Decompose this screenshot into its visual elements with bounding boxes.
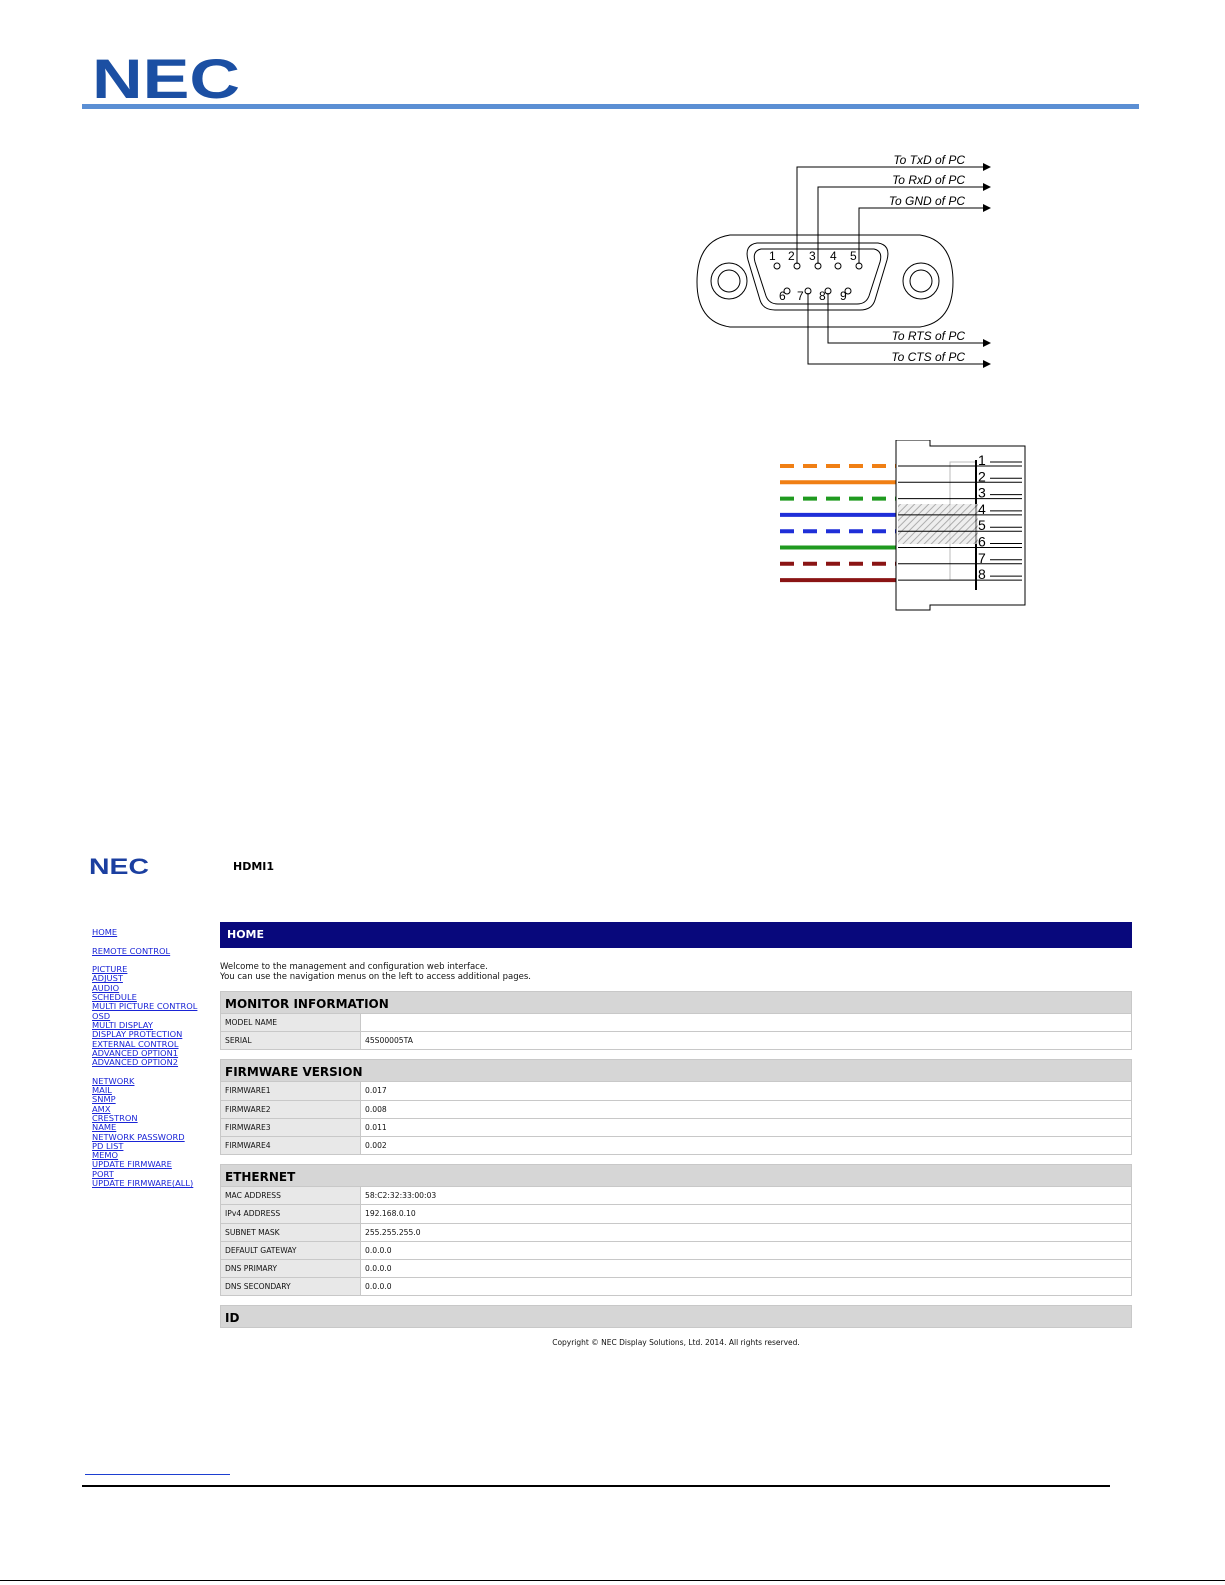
nav-link[interactable]: UPDATE FIRMWARE(ALL): [92, 1178, 194, 1189]
nav-link[interactable]: PICTURE: [92, 964, 128, 975]
info-sections: [220, 991, 1132, 1328]
nav-link[interactable]: CRESTRON: [92, 1112, 138, 1123]
pin-6-label: 6: [779, 289, 786, 303]
signal-gnd-label: To GND of PC: [888, 194, 965, 208]
ui-logo-text: NEC: [89, 856, 150, 876]
info-row: [221, 1100, 1131, 1118]
nav-link[interactable]: HOME: [92, 927, 118, 937]
nav-link[interactable]: ADVANCED OPTION1: [92, 1047, 179, 1058]
nav-link[interactable]: PORT: [92, 1168, 114, 1179]
page-bottom-rule: [0, 1580, 1225, 1581]
pin-4-label: 4: [830, 249, 837, 263]
info-row-label: IPv4 ADDRESS: [221, 1205, 361, 1222]
signal-cts-label: To CTS of PC: [891, 350, 965, 364]
nav-link[interactable]: ADJUST: [92, 973, 123, 984]
nav-link[interactable]: AMX: [92, 1103, 111, 1114]
rj45-pin-label-6: 6: [978, 533, 986, 550]
info-row: [221, 1081, 1131, 1099]
db9-pinout-diagram: [695, 150, 1015, 380]
wire-group: [780, 466, 896, 580]
web-ui-content: [220, 922, 1132, 1347]
nav-link[interactable]: MAIL: [92, 1085, 112, 1096]
pin-7-label: 7: [797, 289, 804, 303]
nav-link[interactable]: SCHEDULE: [92, 992, 137, 1003]
nec-logo: [92, 55, 242, 101]
section-title: MONITOR INFORMATION: [221, 992, 1131, 1013]
info-row-value: 0.0.0.0: [361, 1278, 1131, 1295]
info-row-value: 0.0.0.0: [361, 1242, 1131, 1259]
nav-link[interactable]: MULTI DISPLAY: [92, 1019, 153, 1030]
nav-link[interactable]: NETWORK PASSWORD: [92, 1131, 185, 1142]
footer-link-underline[interactable]: [85, 1474, 230, 1475]
rj45-pin-label-2: 2: [978, 468, 986, 485]
nav-link[interactable]: NETWORK: [92, 1075, 135, 1086]
ui-nec-logo: [89, 856, 151, 876]
info-section: [220, 1164, 1132, 1296]
home-title-bar: HOME: [220, 922, 1132, 948]
rj45-pin-label-4: 4: [978, 500, 986, 517]
nav-link[interactable]: NAME: [92, 1122, 117, 1133]
current-input-label: HDMI1: [233, 860, 275, 873]
pin-2-label: 2: [788, 249, 795, 263]
info-row-label: SERIAL: [221, 1032, 361, 1049]
info-row-label: DNS PRIMARY: [221, 1260, 361, 1277]
signal-rts-label: To RTS of PC: [891, 329, 965, 343]
signal-txd-label: To TxD of PC: [893, 153, 965, 167]
nav-link[interactable]: DISPLAY PROTECTION: [92, 1029, 183, 1040]
nav-link[interactable]: MULTI PICTURE CONTROL: [92, 1001, 198, 1012]
info-row-value: 0.0.0.0: [361, 1260, 1131, 1277]
info-row-label: DEFAULT GATEWAY: [221, 1242, 361, 1259]
info-row-label: FIRMWARE3: [221, 1119, 361, 1136]
section-title: ETHERNET: [221, 1165, 1131, 1186]
nav-link[interactable]: PD LIST: [92, 1140, 124, 1151]
nav-link[interactable]: EXTERNAL CONTROL: [92, 1038, 179, 1049]
info-section: [220, 1059, 1132, 1155]
info-row-label: DNS SECONDARY: [221, 1278, 361, 1295]
rj45-pin-label-8: 8: [978, 566, 986, 583]
rj45-pin-label-5: 5: [978, 517, 986, 534]
info-row-value: 0.008: [361, 1101, 1131, 1118]
info-section: [220, 1305, 1132, 1328]
info-row: [221, 1241, 1131, 1259]
info-row-value: 0.002: [361, 1137, 1131, 1154]
info-row-value: 255.255.255.0: [361, 1224, 1131, 1241]
rj45-wiring-diagram: [780, 440, 1040, 618]
info-row-value: 0.017: [361, 1082, 1131, 1099]
section-title: FIRMWARE VERSION: [221, 1060, 1131, 1081]
info-row-label: MODEL NAME: [221, 1014, 361, 1031]
info-row-label: FIRMWARE4: [221, 1137, 361, 1154]
info-row-value: 192.168.0.10: [361, 1205, 1131, 1222]
pin-3-label: 3: [809, 249, 816, 263]
nav-link[interactable]: ADVANCED OPTION2: [92, 1057, 179, 1068]
info-row: [221, 1118, 1131, 1136]
info-row-label: FIRMWARE2: [221, 1101, 361, 1118]
web-ui-nav: [92, 928, 212, 1188]
info-row: [221, 1259, 1131, 1277]
info-row: [221, 1277, 1131, 1295]
nav-link[interactable]: AUDIO: [92, 982, 120, 993]
info-section: [220, 991, 1132, 1050]
welcome-text: [220, 962, 1132, 982]
nav-link[interactable]: UPDATE FIRMWARE: [92, 1159, 172, 1170]
info-row: [221, 1223, 1131, 1241]
rj45-pin-label-1: 1: [978, 452, 986, 468]
info-row-value: [361, 1014, 1131, 1031]
section-title: ID: [221, 1306, 1131, 1327]
nav-link[interactable]: MEMO: [92, 1150, 119, 1161]
info-row-value: 58:C2:32:33:00:03: [361, 1187, 1131, 1204]
pin-8-label: 8: [819, 289, 826, 303]
info-row: [221, 1136, 1131, 1154]
nav-list: [92, 928, 212, 1188]
info-row-value: 0.011: [361, 1119, 1131, 1136]
pin-5-label: 5: [850, 249, 857, 263]
info-row-label: FIRMWARE1: [221, 1082, 361, 1099]
signal-rxd-label: To RxD of PC: [892, 173, 965, 187]
welcome-line-1: Welcome to the management and configuration web interface.: [220, 962, 488, 972]
info-row: [221, 1031, 1131, 1049]
info-row: [221, 1186, 1131, 1204]
nav-link[interactable]: REMOTE CONTROL: [92, 945, 171, 956]
info-row-label: SUBNET MASK: [221, 1224, 361, 1241]
info-row: [221, 1204, 1131, 1222]
info-row-label: MAC ADDRESS: [221, 1187, 361, 1204]
footer-rule: [82, 1485, 1110, 1487]
nec-logo-text: NEC: [92, 55, 240, 101]
rj45-pin-label-3: 3: [978, 484, 986, 501]
nav-link[interactable]: SNMP: [92, 1094, 116, 1105]
info-row-value: 45S00005TA: [361, 1032, 1131, 1049]
rj45-pin-label-7: 7: [978, 549, 986, 566]
copyright-text: Copyright © NEC Display Solutions, Ltd. 2014. All rights reserved.: [552, 1338, 800, 1348]
welcome-line-2: You can use the navigation menus on the left to access additional pages.: [220, 972, 531, 982]
pin-9-label: 9: [840, 289, 847, 303]
info-row: [221, 1013, 1131, 1031]
header-rule: [82, 104, 1139, 109]
pin-1-label: 1: [769, 249, 776, 263]
nav-link[interactable]: OSD: [92, 1010, 111, 1021]
